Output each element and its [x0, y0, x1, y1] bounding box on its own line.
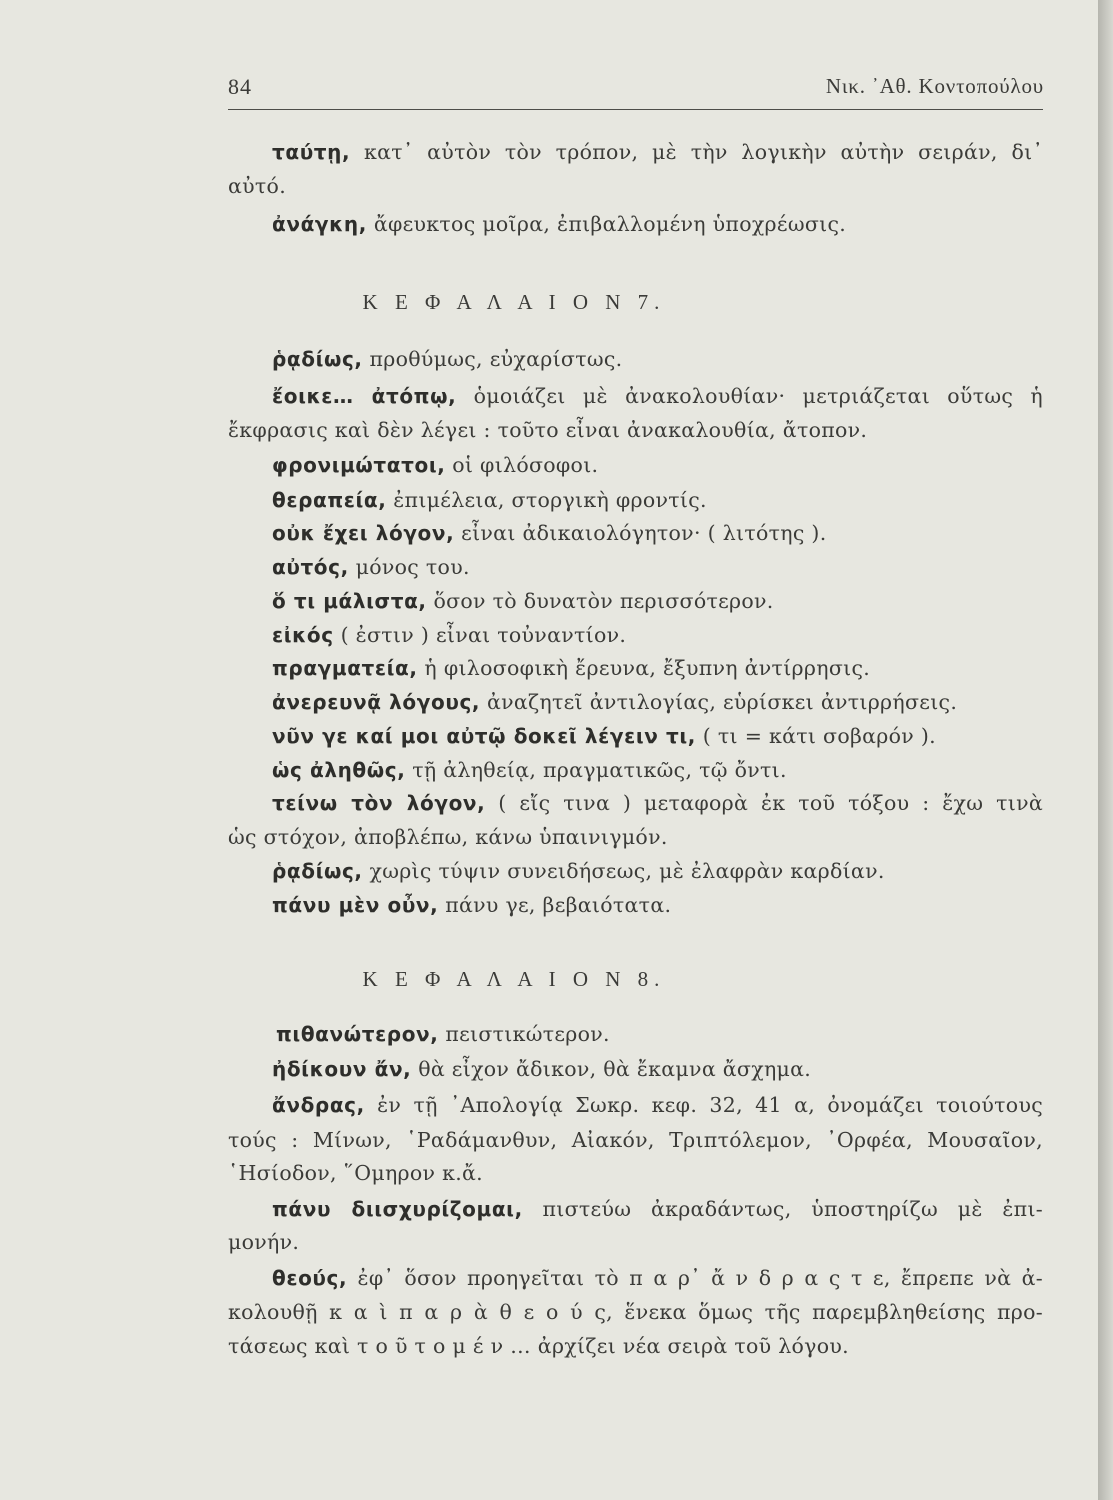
- entry-line: νῦν γε καί μοι αὐτῷ δοκεῖ λέγειν τι, ( τι = κάτι σοβαρόν ).: [272, 724, 936, 748]
- entry-line: εἰκός ( ἐστιν ) εἶναι τοὐναντίον.: [272, 623, 627, 647]
- entry-continuation: τούς : Μίνων, ῾Ραδάμανθυν, Αἰακόν, Τριπτόλεμον, ᾿Ορφέα, Μουσαῖον,: [228, 1128, 1043, 1152]
- page-header: [228, 74, 1044, 102]
- entry-continuation: ὡς στόχον, ἀποβλέπω, κάνω ὑπαινιγμόν.: [228, 825, 668, 849]
- entry-line: ἔοικε… ἀτόπῳ, ὁμοιάζει μὲ ἀνακολουθίαν· μετριάζεται οὕτως ἡ: [272, 384, 1043, 408]
- entry-line: ῥᾳδίως, χωρὶς τύψιν συνειδήσεως, μὲ ἐλαφρὰν καρδίαν.: [272, 859, 885, 883]
- entry-line: τείνω τὸν λόγον, ( εἴς τινα ) μεταφορὰ ἐκ τοῦ τόξου : ἔχω τινὰ: [272, 791, 1043, 815]
- entry-line: ὅ τι μάλιστα, ὅσον τὸ δυνατὸν περισσότερον.: [272, 589, 774, 613]
- entry-line: ταύτῃ, κατ᾿ αὐτὸν τὸν τρόπον, μὲ τὴν λογικὴν αὐτὴν σειράν, δι᾿: [272, 140, 1043, 164]
- running-head: Νικ. ᾿Αθ. Κοντοπούλου: [825, 74, 1044, 98]
- header-rule: [228, 109, 1043, 110]
- entry-continuation: ἔκφρασις καὶ δὲν λέγει : τοῦτο εἶναι ἀνακαλουθία, ἄτοπον.: [228, 418, 868, 442]
- entry-line: ῥᾳδίως, προθύμως, εὐχαρίστως.: [272, 347, 623, 371]
- entry-line: πάνυ διισχυρίζομαι, πιστεύω ἀκραδάντως, ὑποστηρίζω μὲ ἐπι-: [272, 1197, 1044, 1221]
- chapter-heading: Κ Ε Φ Α Λ Α Ι Ο Ν 7.: [362, 290, 666, 314]
- entry-continuation: ῾Ησίοδον, ῞Ομηρον κ.ἄ.: [228, 1161, 484, 1185]
- entry-continuation: τάσεως καὶ τ ο ῦ τ ο μ έ ν … ἀρχίζει νέα σειρὰ τοῦ λόγου.: [228, 1334, 849, 1358]
- entry-continuation: κολουθῇ κ α ὶ π α ρ ὰ θ ε ο ύ ς, ἕνεκα ὅμως τῆς παρεμβληθείσης προ-: [228, 1300, 1043, 1324]
- entry-line: πάνυ μὲν οὖν, πάνυ γε, βεβαιότατα.: [272, 893, 672, 917]
- entry-line: ἠδίκουν ἄν, θὰ εἶχον ἄδικον, θὰ ἔκαμνα ἄσχημα.: [272, 1057, 812, 1081]
- entry-line: θεούς, ἐφ᾿ ὅσον προηγεῖται τὸ π α ρ᾿ ἄ ν δ ρ α ς τ ε, ἔπρεπε νὰ ἀ-: [272, 1266, 1043, 1290]
- entry-line: πιθανώτερον, πειστικώτερον.: [276, 1022, 610, 1046]
- page-edge-shadow: [1098, 0, 1113, 1500]
- entry-line: αὐτός, μόνος του.: [272, 555, 470, 579]
- entry-line: ὡς ἀληθῶς, τῇ ἀληθείᾳ, πραγματικῶς, τῷ ὄντι.: [272, 758, 787, 782]
- entry-continuation: αὐτό.: [228, 174, 287, 198]
- entry-continuation: μονήν.: [228, 1230, 300, 1254]
- chapter-heading: Κ Ε Φ Α Λ Α Ι Ο Ν 8.: [362, 967, 666, 991]
- entry-line: ἀνάγκη, ἄφευκτος μοῖρα, ἐπιβαλλομένη ὑποχρέωσις.: [272, 212, 847, 236]
- entry-line: οὐκ ἔχει λόγον, εἶναι ἀδικαιολόγητον· ( λιτότης ).: [272, 521, 827, 545]
- entry-line: ἀνερευνᾷ λόγους, ἀναζητεῖ ἀντιλογίας, εὑρίσκει ἀντιρρήσεις.: [272, 690, 958, 714]
- entry-line: θεραπεία, ἐπιμέλεια, στοργικὴ φροντίς.: [272, 488, 707, 512]
- entry-line: ἄνδρας, ἐν τῇ ᾿Απολογίᾳ Σωκρ. κεφ. 32, 41 α, ὀνομάζει τοιούτους: [272, 1093, 1043, 1117]
- entry-line: πραγματεία, ἡ φιλοσοφικὴ ἔρευνα, ἔξυπνη ἀντίρρησις.: [272, 656, 871, 680]
- entry-line: φρονιμώτατοι, οἱ φιλόσοφοι.: [272, 453, 599, 477]
- page-number: 84: [228, 74, 252, 99]
